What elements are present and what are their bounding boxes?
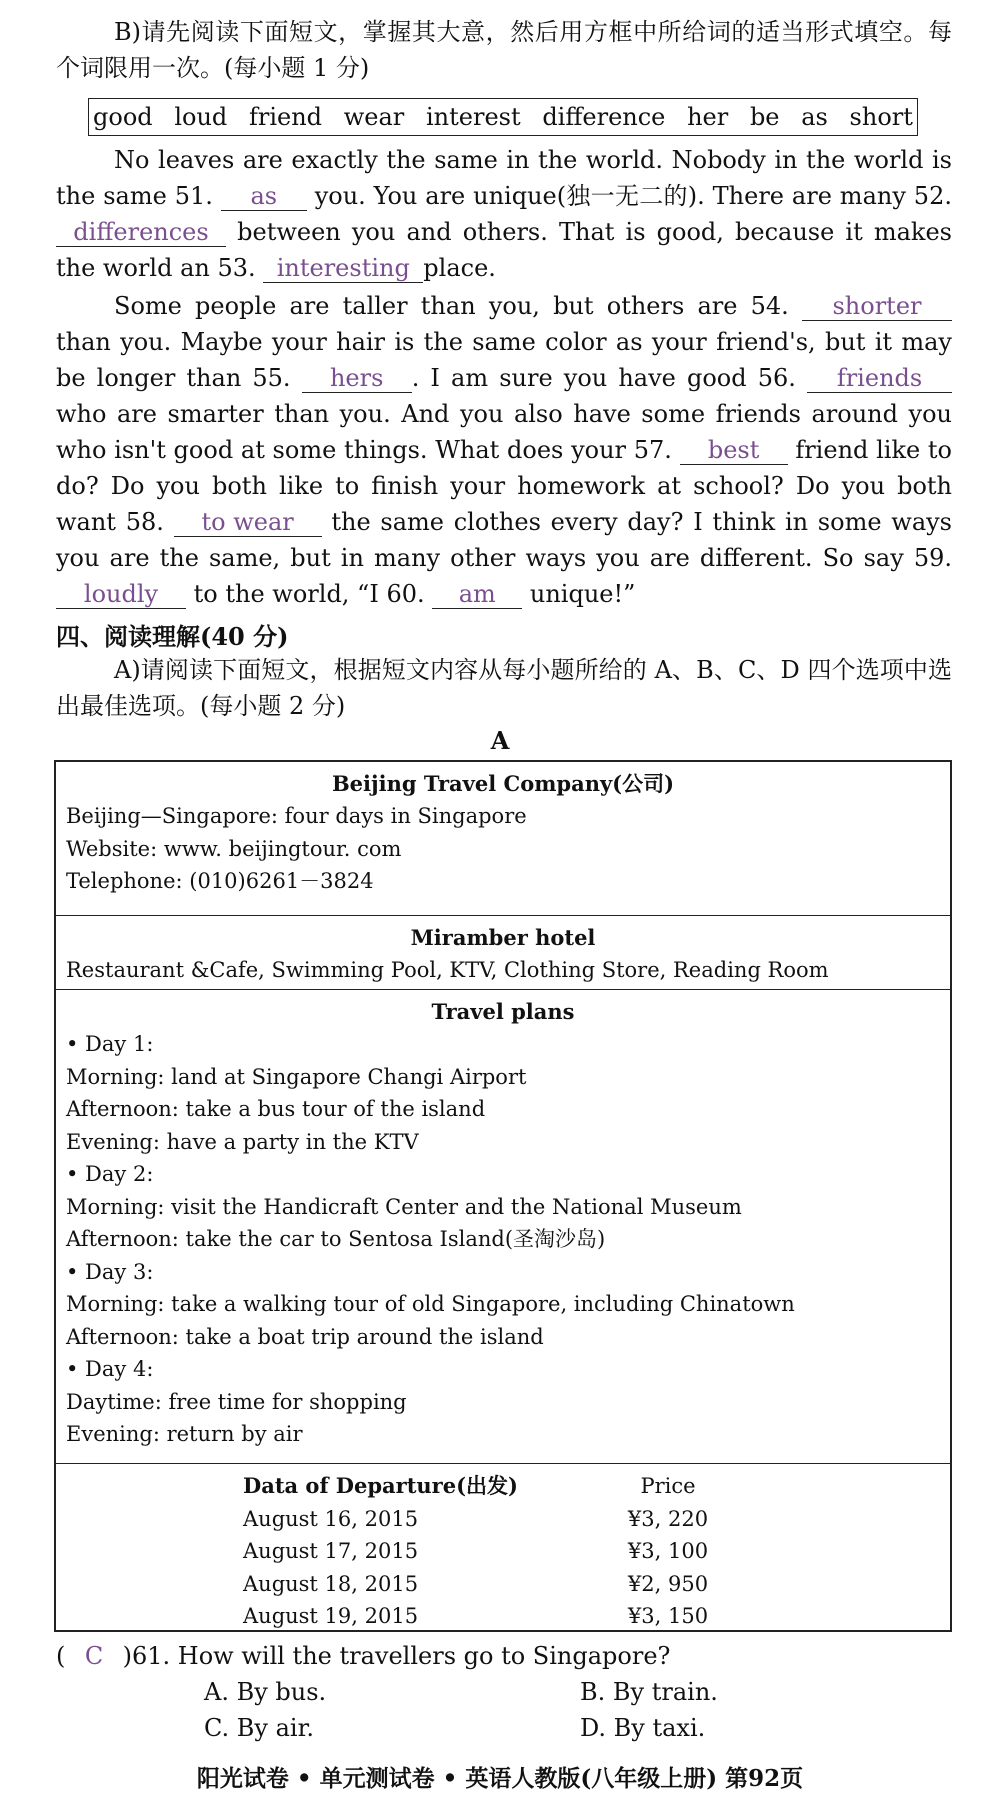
word-8: be (749, 103, 780, 131)
cloze-paragraph-2 (56, 288, 952, 612)
departure-price: ¥3, 220 (627, 1506, 709, 1531)
answer-53: interesting (263, 254, 423, 283)
answer-56: friends (807, 364, 952, 393)
departure-header: Data of Departure(出发) (243, 1473, 518, 1498)
price-header: Price (640, 1474, 696, 1498)
departure-price: ¥3, 100 (627, 1539, 709, 1563)
answer-55: hers (302, 364, 412, 393)
plan-line: Morning: take a walking tour of old Singapore, including Chinatown (66, 1292, 795, 1316)
page-footer: 阳光试卷 • 单元测试卷 • 英语人教版(八年级上册) 第92页 (196, 1765, 804, 1792)
cloze-paragraph-1 (56, 142, 952, 286)
text-segment: friend like to do? Do you both like to finish your homework at school? Do you both want 58. (56, 436, 952, 536)
plan-line: Morning: visit the Handicraft Center and the National Museum (66, 1194, 742, 1219)
company-title: Beijing Travel Company(公司) (331, 771, 675, 796)
plans-section (56, 990, 950, 1464)
departure-date: August 18, 2015 (243, 1571, 419, 1596)
passage-label: A (490, 726, 510, 755)
departure-price: ¥2, 950 (627, 1571, 709, 1596)
hotel-facilities: Restaurant &Cafe, Swimming Pool, KTV, Clothing Store, Reading Room (66, 958, 829, 982)
departure-section (56, 1464, 950, 1630)
option-a: A. By bus. (204, 1678, 327, 1706)
text-segment: who are smarter than you. And you also have some friends around you who isn't good at some things. What does your 57. (56, 400, 952, 464)
plan-day1: • Day 1: (66, 1032, 154, 1056)
departure-date: August 17, 2015 (243, 1539, 419, 1563)
plan-line: Afternoon: take the car to Sentosa Island(圣淘沙岛) (66, 1227, 606, 1251)
answer-59: loudly (56, 580, 186, 609)
hotel-section (56, 916, 950, 990)
plan-day3: • Day 3: (66, 1259, 154, 1284)
word-4: wear (343, 103, 405, 131)
answer-54: shorter (802, 292, 952, 321)
word-3: friend (248, 103, 323, 131)
departure-date: August 16, 2015 (243, 1506, 419, 1531)
text-segment: Some people are taller than you, but others are 54. (114, 292, 789, 320)
option-d: D. By taxi. (580, 1714, 706, 1742)
plan-line: Evening: have a party in the KTV (66, 1129, 419, 1154)
question-61: ( C )61. How will the travellers go to Singapore? (56, 1638, 670, 1674)
text-segment: the same clothes every day? I think in some ways you are the same, but in many other ways you are different. So say 59. (56, 508, 952, 572)
text-segment: between you and others. That is good, because it makes the world an 53. (56, 218, 952, 282)
departure-date: August 19, 2015 (243, 1604, 419, 1628)
travel-ad-table (54, 760, 952, 1632)
section-4-instruction: A)请阅读下面短文，根据短文内容从每小题所给的 A、B、C、D 四个选项中选出最佳选项。(每小题 2 分) (56, 656, 952, 720)
option-b: B. By train. (580, 1678, 718, 1706)
answer-57: best (680, 436, 788, 465)
departure-price: ¥3, 150 (627, 1604, 709, 1628)
plan-line: Afternoon: take a bus tour of the island (66, 1097, 486, 1121)
company-website: Website: www. beijingtour. com (66, 836, 402, 861)
plan-line: Daytime: free time for shopping (66, 1389, 407, 1414)
answer-58: to wear (174, 508, 322, 537)
plans-title: Travel plans (431, 999, 575, 1024)
text-segment: you. You are unique(独一无二的). There are many 52. (314, 182, 952, 210)
answer-61: C (84, 1642, 104, 1670)
word-box (88, 98, 918, 136)
word-10: short (849, 103, 913, 131)
question-61-text: )61. How will the travellers go to Singapore? (122, 1642, 671, 1670)
word-6: difference (542, 103, 666, 131)
word-2: loud (174, 103, 228, 131)
text-segment: to the world, “I 60. (193, 580, 425, 608)
answer-52: differences (56, 218, 226, 247)
plan-line: Evening: return by air (66, 1422, 303, 1446)
text-segment: . I am sure you have good 56. (411, 364, 796, 392)
company-line: Beijing—Singapore: four days in Singapore (66, 804, 527, 828)
text-segment: than you. Maybe your hair is the same color as your friend's, but it may be longer than 55. (56, 328, 952, 392)
word-7: her (687, 103, 729, 131)
text-segment: place. (423, 254, 496, 282)
word-1: good (93, 103, 153, 131)
section-4-heading: 四、阅读理解(40 分) (56, 622, 289, 651)
plan-day4: • Day 4: (66, 1357, 154, 1381)
option-c: C. By air. (204, 1714, 315, 1742)
section-b-instruction: B)请先阅读下面短文，掌握其大意，然后用方框中所给词的适当形式填空。每个词限用一次。(每小题 1 分) (56, 18, 952, 82)
answer-60: am (432, 580, 522, 609)
company-telephone: Telephone: (010)6261－3824 (66, 869, 374, 893)
plan-line: Morning: land at Singapore Changi Airport (66, 1064, 527, 1089)
word-9: as (801, 103, 828, 131)
plan-line: Afternoon: take a boat trip around the island (66, 1324, 544, 1349)
text-segment: No leaves are exactly the same in the world. Nobody in the world is the same 51. (56, 146, 952, 210)
departure-grid (66, 1470, 940, 1633)
hotel-title: Miramber hotel (410, 925, 596, 950)
word-5: interest (425, 103, 521, 131)
company-section (56, 762, 950, 916)
text-segment: unique!” (529, 580, 636, 608)
plan-day2: • Day 2: (66, 1162, 154, 1186)
answer-51: as (221, 182, 307, 211)
